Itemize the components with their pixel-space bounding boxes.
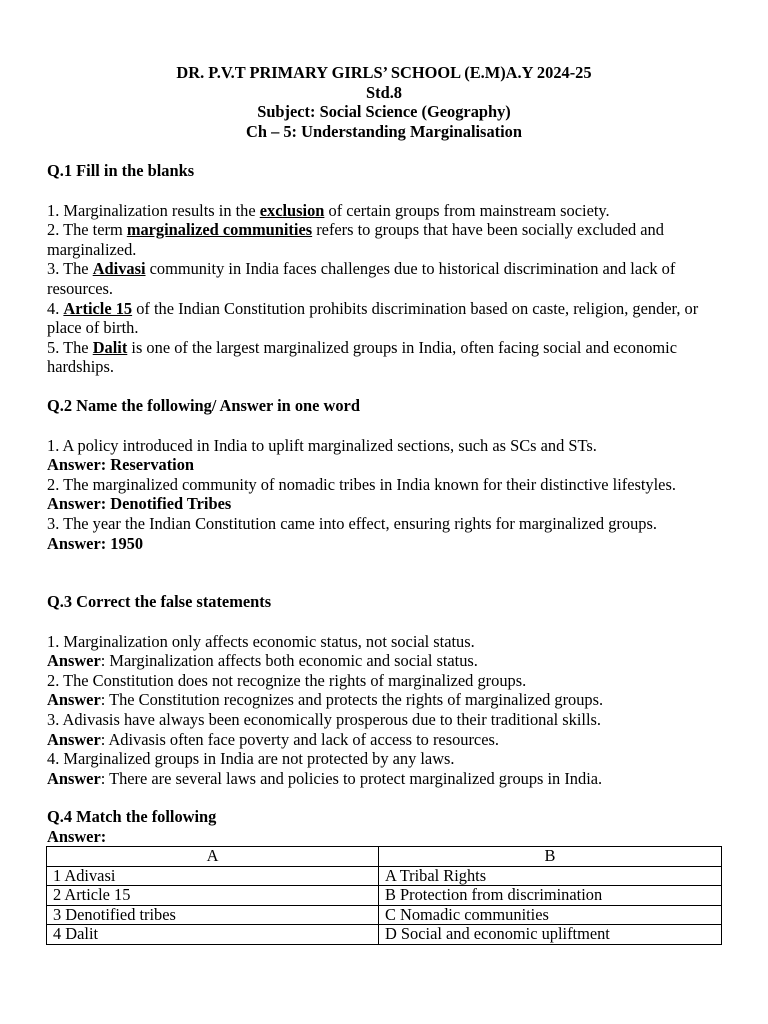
q1-item-3: 3. The Adivasi community in India faces challenges due to historical discrimination and lack of resources. bbox=[47, 259, 676, 298]
blank-answer: exclusion bbox=[259, 200, 325, 220]
q3-section bbox=[47, 592, 727, 788]
q3-statement-2: 2. The Constitution does not recognize the rights of marginalized groups. bbox=[47, 670, 527, 690]
q1-heading: Q.1 Fill in the blanks bbox=[47, 161, 195, 180]
q1-item-1: 1. Marginalization results in the exclusion of certain groups from mainstream society. bbox=[47, 200, 610, 220]
q2-question-1: 1. A policy introduced in India to uplift marginalized sections, such as SCs and STs. bbox=[47, 435, 597, 455]
q4-heading: Q.4 Match the following bbox=[47, 807, 217, 826]
standard: Std.8 bbox=[366, 82, 402, 102]
blank-answer: Article 15 bbox=[63, 298, 133, 318]
cell-b: B Protection from discrimination bbox=[379, 886, 722, 906]
match-table bbox=[46, 846, 722, 945]
table-row bbox=[47, 925, 722, 945]
q3-statement-3: 3. Adivasis have always been economically prosperous due to their traditional skills. bbox=[47, 709, 601, 729]
cell-a: 2 Article 15 bbox=[47, 886, 379, 906]
blank-answer: Adivasi bbox=[92, 259, 146, 279]
q2-heading: Q.2 Name the following/ Answer in one word bbox=[47, 396, 360, 415]
table-header-row bbox=[47, 847, 722, 867]
q3-answer-2: Answer: The Constitution recognizes and protects the rights of marginalized groups. bbox=[47, 690, 604, 710]
blank-answer: marginalized communities bbox=[126, 220, 313, 240]
q1-item-4: 4. Article 15 of the Indian Constitution prohibits discrimination based on caste, religion, gender, or place of birth. bbox=[47, 298, 699, 338]
q2-question-3: 3. The year the Indian Constitution came into effect, ensuring rights for marginalized groups. bbox=[47, 513, 657, 533]
q2-answer-2: Answer: Denotified Tribes bbox=[47, 494, 232, 514]
cell-a: 3 Denotified tribes bbox=[47, 905, 379, 925]
cell-b: C Nomadic communities bbox=[379, 905, 722, 925]
q4-section bbox=[47, 807, 727, 846]
chapter-title: Ch – 5: Understanding Marginalisation bbox=[246, 121, 522, 141]
table-row bbox=[47, 886, 722, 906]
cell-a: 4 Dalit bbox=[47, 925, 379, 945]
q1-section bbox=[47, 161, 727, 377]
cell-b: D Social and economic upliftment bbox=[379, 925, 722, 945]
q2-section bbox=[47, 396, 727, 553]
cell-a: 1 Adivasi bbox=[47, 866, 379, 886]
q2-answer-1: Answer: Reservation bbox=[47, 455, 195, 475]
q1-item-2: 2. The term marginalized communities refers to groups that have been socially excluded and marginalized. bbox=[47, 220, 664, 259]
q4-answer-label: Answer: bbox=[47, 826, 107, 846]
column-a-header: A bbox=[47, 847, 379, 867]
q2-question-2: 2. The marginalized community of nomadic tribes in India known for their distinctive lifestyles. bbox=[47, 474, 676, 494]
column-b-header: B bbox=[379, 847, 722, 867]
q3-statement-4: 4. Marginalized groups in India are not protected by any laws. bbox=[47, 749, 455, 769]
q3-statement-1: 1. Marginalization only affects economic status, not social status. bbox=[47, 631, 475, 651]
table-row bbox=[47, 905, 722, 925]
q1-item-5: 5. The Dalit is one of the largest marginalized groups in India, often facing social and economic hardships. bbox=[47, 337, 677, 377]
document-header bbox=[0, 63, 768, 141]
cell-b: A Tribal Rights bbox=[379, 866, 722, 886]
q3-answer-4: Answer: There are several laws and policies to protect marginalized groups in India. bbox=[47, 768, 603, 788]
q3-answer-3: Answer: Adivasis often face poverty and lack of access to resources. bbox=[47, 729, 499, 749]
q3-answer-1: Answer: Marginalization affects both economic and social status. bbox=[47, 651, 478, 671]
table-row bbox=[47, 866, 722, 886]
subject: Subject: Social Science (Geography) bbox=[257, 102, 511, 122]
blank-answer: Dalit bbox=[92, 337, 128, 357]
q3-heading: Q.3 Correct the false statements bbox=[47, 592, 272, 611]
school-title: DR. P.V.T PRIMARY GIRLS’ SCHOOL (E.M)A.Y 2024-25 bbox=[176, 63, 592, 82]
q2-answer-3: Answer: 1950 bbox=[47, 533, 144, 553]
